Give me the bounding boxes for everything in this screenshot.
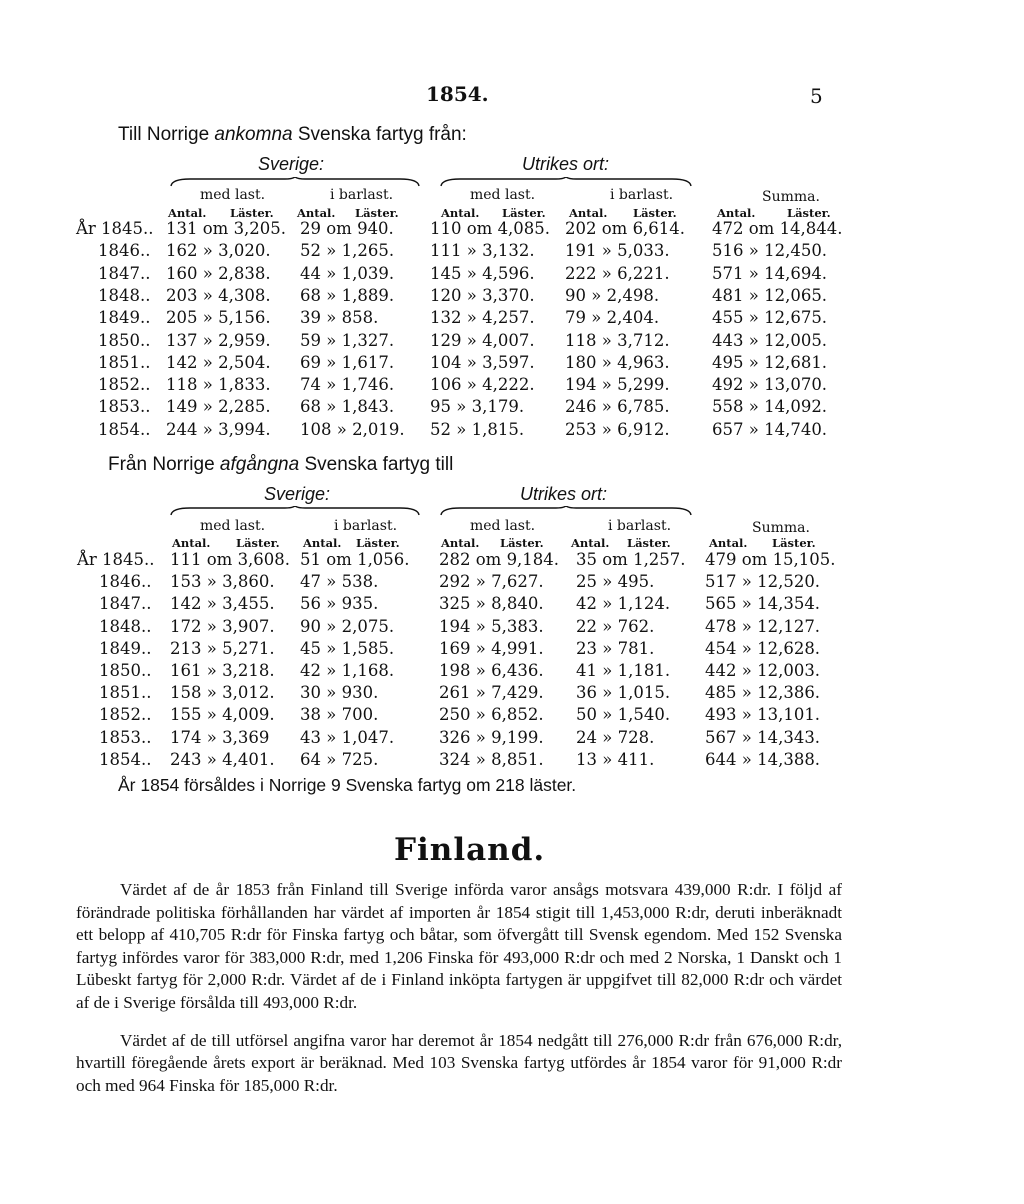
table-cell-sum: 479 om 15,105. xyxy=(705,550,836,569)
table-cell-ub: 36 » 1,015. xyxy=(576,683,671,703)
table-cell-sl: 213 » 5,271. xyxy=(170,638,275,658)
table-cell-sb: 68 » 1,843. xyxy=(300,397,395,417)
arrivals-group-utrikes: Utrikes ort: xyxy=(522,154,610,174)
table-row-year: 1846.. xyxy=(98,241,151,261)
arrivals-antal: Antal. xyxy=(717,206,756,220)
departures-group-utrikes: Utrikes ort: xyxy=(520,484,608,504)
table-cell-sum: 485 » 12,386. xyxy=(705,683,821,703)
departures-laster: Läster. xyxy=(627,536,671,550)
departures-title-pre: Från Norrige xyxy=(108,454,220,475)
finland-text xyxy=(76,879,842,1097)
table-cell-ub: 253 » 6,912. xyxy=(565,419,670,439)
table-cell-ul: 120 » 3,370. xyxy=(430,285,535,305)
arrivals-antal: Antal. xyxy=(168,206,207,220)
table-cell-ub: 35 om 1,257. xyxy=(576,550,686,569)
table-cell-ul: 132 » 4,257. xyxy=(430,308,535,328)
table-cell-sl: 111 om 3,608. xyxy=(170,550,291,569)
table-cell-ul: 324 » 8,851. xyxy=(439,749,544,769)
departures-title-post: Svenska fartyg till xyxy=(299,454,454,475)
table-cell-ub: 50 » 1,540. xyxy=(576,705,671,725)
table-row-year: 1846.. xyxy=(99,572,152,592)
arrivals-title-pre: Till Norrige xyxy=(118,124,215,145)
table-row-year: 1847.. xyxy=(99,594,152,614)
table-cell-sum: 493 » 13,101. xyxy=(705,705,821,725)
table-cell-ul: 292 » 7,627. xyxy=(439,572,544,592)
table-cell-ul: 326 » 9,199. xyxy=(439,727,544,747)
table-cell-sum: 565 » 14,354. xyxy=(705,594,821,614)
table-cell-sl: 162 » 3,020. xyxy=(166,241,271,261)
finland-paragraph-2: Värdet af de till utförsel angifna varor har deremot år 1854 nedgått till 276,000 R:dr från 676,000 R:dr, hvartill föregående årets export är beräknad. Med 103 Svenska fartyg utfördes år 1854 varor för 91,000 R:dr och med 964 Finska för 185,000 R:dr. xyxy=(76,1030,842,1095)
table-row-year: 1851.. xyxy=(99,683,152,703)
table-row-year: 1850.. xyxy=(99,661,152,680)
table-row-year: 1849.. xyxy=(99,638,152,658)
table-row-year: 1849.. xyxy=(98,308,151,328)
table-cell-sum: 571 » 14,694. xyxy=(712,263,828,283)
table-cell-sl: 149 » 2,285. xyxy=(166,397,271,417)
table-cell-sum: 442 » 12,003. xyxy=(705,661,821,680)
arrivals-laster: Läster. xyxy=(502,206,546,220)
arrivals-summa: Summa. xyxy=(762,189,820,205)
departures-ut-med-last: med last. xyxy=(470,518,536,534)
departures-group-sverige: Sverige: xyxy=(264,484,331,504)
table-cell-sl: 244 » 3,994. xyxy=(166,419,271,439)
table-row-year: 1852.. xyxy=(99,705,152,725)
table-cell-sb: 29 om 940. xyxy=(300,219,394,238)
departures-brace-sverige xyxy=(170,506,420,516)
arrivals-ut-i-barlast: i barlast. xyxy=(610,187,674,203)
table-cell-sl: 118 » 1,833. xyxy=(166,375,271,395)
table-row-year: År 1845.. xyxy=(77,550,155,569)
departures-sv-i-barlast: i barlast. xyxy=(334,518,398,534)
arrivals-laster: Läster. xyxy=(633,206,677,220)
table-cell-ul: 52 » 1,815. xyxy=(430,419,525,439)
arrivals-sv-med-last: med last. xyxy=(200,187,266,203)
table-cell-sb: 39 » 858. xyxy=(300,308,379,328)
table-row-year: 1848.. xyxy=(99,616,152,636)
table-cell-sb: 52 » 1,265. xyxy=(300,241,395,261)
table-cell-ul: 111 » 3,132. xyxy=(430,241,535,261)
arrivals-antal: Antal. xyxy=(569,206,608,220)
departures-ut-i-barlast: i barlast. xyxy=(608,518,672,534)
table-cell-sb: 90 » 2,075. xyxy=(300,616,395,636)
table-cell-sl: 142 » 3,455. xyxy=(170,594,275,614)
arrivals-laster: Läster. xyxy=(230,206,274,220)
arrivals-laster: Läster. xyxy=(787,206,831,220)
table-cell-sl: 137 » 2,959. xyxy=(166,330,271,350)
table-cell-sum: 516 » 12,450. xyxy=(712,241,828,261)
table-cell-sl: 203 » 4,308. xyxy=(166,285,271,305)
table-cell-ul: 282 om 9,184. xyxy=(439,550,560,569)
table-cell-ul: 169 » 4,991. xyxy=(439,638,544,658)
table-cell-ub: 246 » 6,785. xyxy=(565,397,670,417)
table-row-year: 1852.. xyxy=(98,375,151,395)
table-cell-ub: 22 » 762. xyxy=(576,616,655,636)
departures-title-em: afgångna xyxy=(219,454,300,475)
table-cell-ul: 325 » 8,840. xyxy=(439,594,544,614)
arrivals-title-post: Svenska fartyg från: xyxy=(292,124,467,145)
table-cell-ul: 104 » 3,597. xyxy=(430,352,535,372)
table-cell-sb: 42 » 1,168. xyxy=(300,661,395,680)
table-cell-sl: 160 » 2,838. xyxy=(166,263,271,283)
table-cell-ub: 13 » 411. xyxy=(576,749,655,769)
sales-note: År 1854 försåldes i Norrige 9 Svenska fartyg om 218 läster. xyxy=(118,775,577,795)
page-number: 5 xyxy=(810,84,823,108)
table-cell-ul: 106 » 4,222. xyxy=(430,375,535,395)
page-year-header: 1854. xyxy=(426,82,489,106)
arrivals-title xyxy=(118,124,467,146)
table-cell-sum: 472 om 14,844. xyxy=(712,219,843,238)
table-cell-sb: 68 » 1,889. xyxy=(300,285,395,305)
arrivals-title-em: ankomna xyxy=(214,124,293,145)
table-cell-sum: 558 » 14,092. xyxy=(712,397,828,417)
table-cell-ul: 194 » 5,383. xyxy=(439,616,544,636)
table-cell-ub: 222 » 6,221. xyxy=(565,263,670,283)
table-cell-ub: 23 » 781. xyxy=(576,638,655,658)
table-cell-sl: 243 » 4,401. xyxy=(170,749,275,769)
arrivals-brace-utrikes xyxy=(440,177,692,187)
table-cell-sl: 131 om 3,205. xyxy=(166,219,287,238)
table-cell-ul: 198 » 6,436. xyxy=(439,661,544,680)
table-cell-ub: 42 » 1,124. xyxy=(576,594,671,614)
table-cell-sl: 205 » 5,156. xyxy=(166,308,271,328)
table-cell-sb: 64 » 725. xyxy=(300,749,379,769)
arrivals-group-sverige: Sverige: xyxy=(258,154,325,174)
departures-summa: Summa. xyxy=(752,520,810,536)
table-cell-sb: 59 » 1,327. xyxy=(300,330,395,350)
table-cell-ul: 250 » 6,852. xyxy=(439,705,544,725)
table-cell-sl: 155 » 4,009. xyxy=(170,705,275,725)
table-row-year: 1854.. xyxy=(98,419,151,439)
departures-antal: Antal. xyxy=(172,536,211,550)
table-cell-sum: 455 » 12,675. xyxy=(712,308,828,328)
finland-heading: Finland. xyxy=(394,832,546,868)
table-cell-sum: 495 » 12,681. xyxy=(712,352,828,372)
table-cell-ub: 25 » 495. xyxy=(576,572,655,592)
arrivals-ut-med-last: med last. xyxy=(470,187,536,203)
arrivals-antal: Antal. xyxy=(441,206,480,220)
table-cell-ul: 145 » 4,596. xyxy=(430,263,535,283)
table-cell-ul: 261 » 7,429. xyxy=(439,683,544,703)
table-cell-sl: 174 » 3,369 xyxy=(170,727,270,747)
finland-paragraph-1: Värdet af de år 1853 från Finland till Sverige införda varor ansågs motsvara 439,000 R:dr. I följd af förändrade politiska förhållanden har värdet af importen år 1854 stigit till 1,453,000 R:dr, deruti inberäknadt ett belopp af 410,705 R:dr för Finska fartyg och båtar, som öfvergått till Svensk egendom. Med 152 Svenska fartyg infördes varor för 383,000 R:dr, med 1,206 Finska för 493,000 R:dr och med 2 Norska, 1 Danskt och 1 Lübeskt fartyg för 2,000 R:dr. Värdet af de i Finland inköpta fartygen är uppgifvet till 82,000 R:dr och värdet af de i Sverige försålda till 493,000 R:dr. xyxy=(76,880,842,1012)
table-row-year: 1848.. xyxy=(98,285,151,305)
table-cell-sb: 38 » 700. xyxy=(300,705,379,725)
table-cell-sl: 142 » 2,504. xyxy=(166,352,271,372)
table-cell-sum: 492 » 13,070. xyxy=(712,375,828,395)
table-cell-sb: 44 » 1,039. xyxy=(300,263,395,283)
departures-sv-med-last: med last. xyxy=(200,518,266,534)
table-cell-sl: 172 » 3,907. xyxy=(170,616,275,636)
table-cell-sb: 69 » 1,617. xyxy=(300,352,395,372)
table-cell-ul: 110 om 4,085. xyxy=(430,219,551,238)
table-cell-sb: 45 » 1,585. xyxy=(300,638,395,658)
table-cell-sb: 43 » 1,047. xyxy=(300,727,395,747)
table-cell-sum: 644 » 14,388. xyxy=(705,749,821,769)
table-cell-sb: 108 » 2,019. xyxy=(300,419,405,439)
table-cell-ub: 202 om 6,614. xyxy=(565,219,686,238)
departures-antal: Antal. xyxy=(303,536,342,550)
table-cell-sb: 74 » 1,746. xyxy=(300,375,395,395)
table-cell-sl: 153 » 3,860. xyxy=(170,572,275,592)
table-row-year: 1854.. xyxy=(99,749,152,769)
table-cell-sb: 56 » 935. xyxy=(300,594,379,614)
table-cell-ub: 24 » 728. xyxy=(576,727,655,747)
table-row-year: År 1845.. xyxy=(76,219,154,238)
table-cell-ub: 180 » 4,963. xyxy=(565,352,670,372)
departures-brace-utrikes xyxy=(440,506,692,516)
table-cell-sl: 161 » 3,218. xyxy=(170,661,275,680)
table-cell-sum: 478 » 12,127. xyxy=(705,616,821,636)
table-cell-ul: 129 » 4,007. xyxy=(430,330,535,350)
table-cell-ub: 118 » 3,712. xyxy=(565,330,670,350)
departures-laster: Läster. xyxy=(772,536,816,550)
table-cell-sum: 657 » 14,740. xyxy=(712,419,828,439)
table-cell-sum: 454 » 12,628. xyxy=(705,638,821,658)
departures-laster: Läster. xyxy=(356,536,400,550)
table-cell-sb: 47 » 538. xyxy=(300,572,379,592)
departures-antal: Antal. xyxy=(571,536,610,550)
table-cell-ub: 79 » 2,404. xyxy=(565,308,660,328)
departures-title xyxy=(108,454,453,476)
table-cell-ub: 41 » 1,181. xyxy=(576,661,671,680)
table-cell-sum: 517 » 12,520. xyxy=(705,572,821,592)
departures-antal: Antal. xyxy=(441,536,480,550)
table-row-year: 1851.. xyxy=(98,352,151,372)
table-cell-sum: 567 » 14,343. xyxy=(705,727,821,747)
arrivals-brace-sverige xyxy=(170,177,420,187)
departures-laster: Läster. xyxy=(500,536,544,550)
table-cell-ub: 191 » 5,033. xyxy=(565,241,670,261)
table-cell-ul: 95 » 3,179. xyxy=(430,397,525,417)
table-row-year: 1853.. xyxy=(98,397,151,417)
arrivals-laster: Läster. xyxy=(355,206,399,220)
table-cell-sum: 443 » 12,005. xyxy=(712,330,828,350)
table-cell-sl: 158 » 3,012. xyxy=(170,683,275,703)
table-row-year: 1847.. xyxy=(98,263,151,283)
table-row-year: 1853.. xyxy=(99,727,152,747)
table-cell-sum: 481 » 12,065. xyxy=(712,285,828,305)
table-cell-ub: 194 » 5,299. xyxy=(565,375,670,395)
table-cell-sb: 30 » 930. xyxy=(300,683,379,703)
table-cell-sb: 51 om 1,056. xyxy=(300,550,410,569)
departures-laster: Läster. xyxy=(236,536,280,550)
arrivals-antal: Antal. xyxy=(297,206,336,220)
table-row-year: 1850.. xyxy=(98,330,151,350)
table-cell-ub: 90 » 2,498. xyxy=(565,285,660,305)
departures-antal: Antal. xyxy=(709,536,748,550)
arrivals-sv-i-barlast: i barlast. xyxy=(330,187,394,203)
